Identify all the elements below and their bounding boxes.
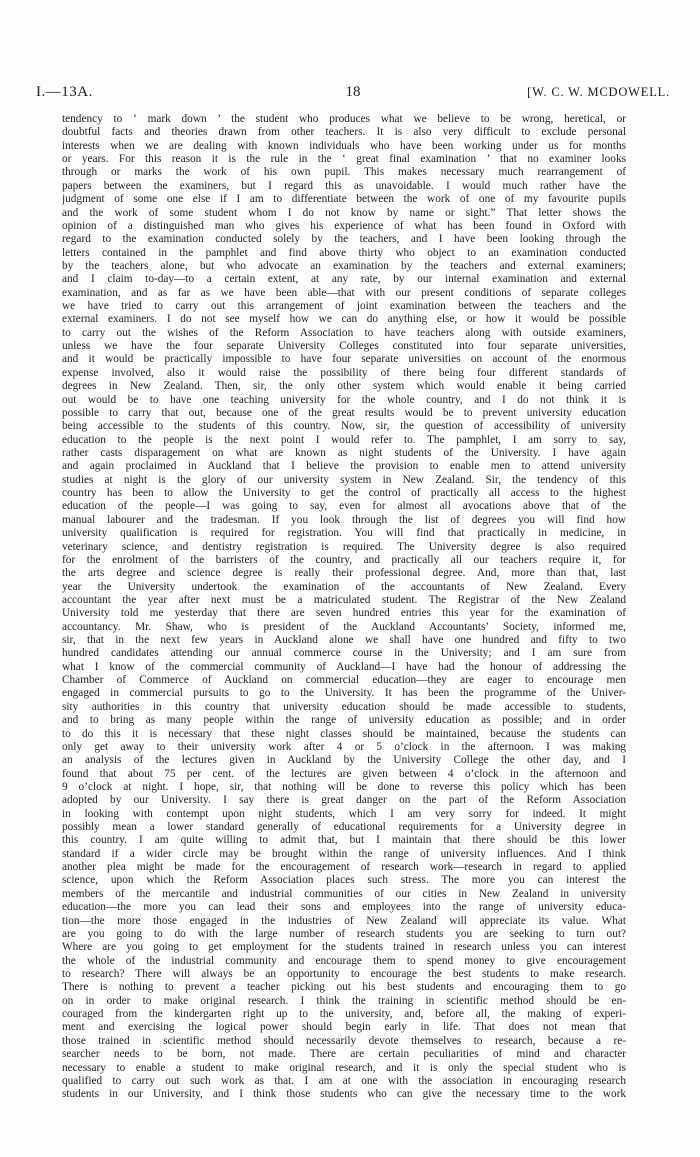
text-line: science, upon which the Reform Association places such stress. The more you can interest the: [62, 874, 626, 887]
page-header: [36, 84, 670, 104]
text-line: we have tried to carry out this arrangement of joint examination between the teachers and the: [62, 300, 626, 313]
text-line: sir, that in the next few years in Auckland alone we shall have one hundred and fifty to two: [62, 634, 626, 647]
text-line: and it would be practically impossible to have four separate universities on account of the enormous: [62, 353, 626, 366]
text-line: searcher needs to be born, not made. There are certain peculiarities of mind and character: [62, 1048, 626, 1061]
text-line: year the University undertook the examination of the accountants of New Zealand. Every: [62, 580, 626, 593]
text-line: adopted by our University. I say there is great danger on the part of the Reform Association: [62, 794, 626, 807]
body-paragraph: [62, 113, 626, 1153]
text-line: members of the mercantile and industrial communities of our cities in New Zealand in university: [62, 887, 626, 900]
header-speaker-name: [W. C. W. MCDOWELL.: [527, 85, 670, 99]
text-line: and I claim to-day—to a certain extent, at any rate, by our internal examination and external: [62, 273, 626, 286]
text-line: manual labourer and the tradesman. If you look through the list of degrees you will find how: [62, 513, 626, 526]
text-line: unless we have the four separate University Colleges constituted into four separate universities,: [62, 340, 626, 353]
text-line: what I know of the commercial community of Auckland—I have had the honour of addressing the: [62, 660, 626, 673]
text-line: necessary to enable a student to make original research, and it is only the special student who is: [62, 1061, 626, 1074]
text-line: in looking with contempt upon night students, which I am very sorry for indeed. It might: [62, 807, 626, 820]
text-line: through or marks the work of his own pupil. This makes necessary much rearrangement of: [62, 166, 626, 179]
text-line: judgment of some one else if I am to differentiate between the work of one of my favourite pupils: [62, 193, 626, 206]
text-line: Where are you going to get employment for the students trained in research unless you can interest: [62, 941, 626, 954]
text-line: degrees in New Zealand. Then, sir, the only other system which would enable it being carried: [62, 380, 626, 393]
text-line: university qualification is required for registration. You will find that practically in medicine, in: [62, 527, 626, 540]
text-line: ment and exercising the logical power should begin early in life. That does not mean that: [62, 1021, 626, 1034]
text-line: only get away to their university work after 4 or 5 o’clock in the afternoon. I was making: [62, 740, 626, 753]
text-line: external examiners. I do not see myself how we can do anything else, or how it would be possible: [62, 313, 626, 326]
text-line: accountancy. Mr. Shaw, who is president of the Auckland Accountants’ Society, informed me,: [62, 620, 626, 633]
text-line: expense involved, also it would raise the possibility of there being four different standards of: [62, 366, 626, 379]
text-line: possibly mean a lower standard generally of educational requirements for a University degree in: [62, 821, 626, 834]
text-line: veterinary science, and dentistry registration is required. The University degree is also required: [62, 540, 626, 553]
text-line: the whole of the industrial community and encourage them to spend money to give encouragement: [62, 954, 626, 967]
text-line: engaged in commercial pursuits to go to the University. It has been the programme of the Univer-: [62, 687, 626, 700]
text-line: University told me yesterday that there are seven hundred entries this year for the examination of: [62, 607, 626, 620]
text-line: to do this it is necessary that these night classes should be maintained, because the students can: [62, 727, 626, 740]
text-line: There is nothing to prevent a teacher picking out his best students and encouraging them to go: [62, 981, 626, 994]
text-line: standard if a wider circle may be brought within the range of university influences. And I think: [62, 847, 626, 860]
text-line: found that about 75 per cent. of the lectures are given between 4 o’clock in the afternoon and: [62, 767, 626, 780]
text-line: possible to carry that out, because one of the great results would be to prevent university education: [62, 406, 626, 419]
header-page-number: 18: [345, 84, 361, 100]
text-line: tion—the more those engaged in the industries of New Zealand will appreciate its value. What: [62, 914, 626, 927]
header-document-ref: I.—13A.: [36, 84, 93, 100]
text-line: interests when we are dealing with known individuals who have been working under us for months: [62, 139, 626, 152]
text-line: on in order to make original research. I think the training in scientific method should be en-: [62, 994, 626, 1007]
text-line: letters contained in the pamphlet and find above thirty who object to an examination conducted: [62, 246, 626, 259]
text-line: 9 o’clock at night. I hope, sir, that nothing will be done to reverse this policy which has been: [62, 780, 626, 793]
text-line: another plea might be made for the encouragement of research work—research in regard to applied: [62, 861, 626, 874]
text-line: hundred candidates attending our annual commerce course in the University; and I am sure from: [62, 647, 626, 660]
text-line: papers between the examiners, but I regard this as unavoidable. I would much rather have the: [62, 179, 626, 192]
text-line: students in our University, and I think those students who can give the necessary time to the work: [62, 1088, 626, 1101]
text-line: tendency to ‘ mark down ’ the student who produces what we believe to be wrong, heretical, or: [62, 113, 626, 125]
text-line: to research? There will always be an opportunity to encourage the best students to make research.: [62, 968, 626, 980]
text-line: being accessible to the students of this country. Now, sir, the question of accessibility of university: [62, 420, 626, 433]
text-line: couraged from the kindergarten right up to the university, and, before all, the making of experi-: [62, 1008, 626, 1021]
text-line: doubtful facts and theories drawn from other teachers. It is also very difficult to exclude personal: [62, 126, 626, 139]
text-line: examination, and as far as we have been able—that with our present conditions of separate colleges: [62, 286, 626, 299]
text-line: country has been to allow the University to get the control of practically all access to the highest: [62, 487, 626, 500]
text-line: education to the people is the next point I would refer to. The pamphlet, I am sorry to say,: [62, 433, 626, 446]
text-line: Chamber of Commerce of Auckland on commercial education—they are eager to encourage men: [62, 674, 626, 687]
text-line: this country. I am quite willing to admit that, but I maintain that there should be this lower: [62, 834, 626, 847]
text-line: for the enrolment of the barristers of the country, and practically all our teachers require it, for: [62, 553, 626, 566]
text-line: an analysis of the lectures given in Auckland by the University College the other day, and I: [62, 754, 626, 767]
text-line: accountant the year after next must be a matriculated student. The Registrar of the New Zealand: [62, 593, 626, 606]
text-line: out would be to have one teaching university for the whole country, and I do not think it is: [62, 393, 626, 406]
text-line: studies at night is the glory of our university system in New Zealand. Sir, the tendency of this: [62, 473, 626, 486]
text-line: education—the more you can lead their sons and employees into the range of university educa-: [62, 901, 626, 914]
text-line: to carry out the wishes of the Reform Association to have teachers along with outside examiners,: [62, 326, 626, 339]
text-line: opinion of a distinguished man who gives his experience of what has been found in Oxford with: [62, 219, 626, 232]
text-line: by the teachers alone, but who advocate an examination by the teachers and external examiners;: [62, 259, 626, 272]
text-line: and again proclaimed in Auckland that I believe the provision to enable men to attend university: [62, 460, 626, 473]
text-line: those trained in scientific method should necessarily devote themselves to research, because a re-: [62, 1034, 626, 1047]
text-line: or years. For this reason it is the rule in the ‘ great final examination ’ that no examiner looks: [62, 153, 626, 166]
text-line: and to bring as many people within the range of university education as possible; and in order: [62, 714, 626, 727]
text-line: are you going to do with the large number of research students you are seeking to turn out?: [62, 927, 626, 940]
text-line: rather casts disparagement on what are known as night students of the University. I have again: [62, 446, 626, 459]
text-line: regard to the examination conducted solely by the teachers, and I have been looking through the: [62, 233, 626, 246]
text-line: education of the people—I was going to say, even for almost all avocations above that of the: [62, 500, 626, 513]
text-line: sity authorities in this country that university education should be made accessible to students,: [62, 700, 626, 713]
text-line: qualified to carry out such work as that. I am at one with the association in encouraging research: [62, 1074, 626, 1087]
text-line: the arts degree and science degree is really their professional degree. And, more than that, last: [62, 567, 626, 580]
text-line: and the work of some student whom I do not know by name or sight.” That letter shows the: [62, 206, 626, 219]
